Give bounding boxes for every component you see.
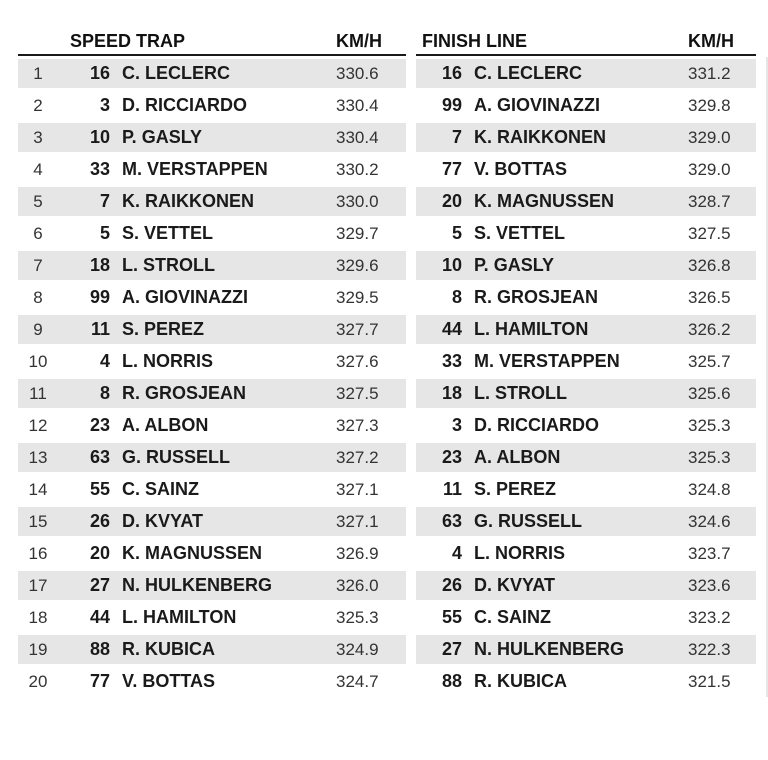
speed-trap-car-number: 55 [89, 479, 110, 499]
finish-line-kmh-header: KM/H [688, 31, 734, 51]
speed-trap-car-number: 23 [89, 415, 110, 435]
speed-trap-driver: N. HULKENBERG [122, 575, 273, 595]
table-body [0, 57, 768, 697]
speed-trap-speed: 329.6 [336, 256, 379, 275]
speed-trap-kmh-header: KM/H [336, 31, 382, 51]
position: 3 [33, 128, 43, 147]
speed-trap-speed: 327.3 [336, 416, 379, 435]
finish-line-driver: C. LECLERC [474, 63, 582, 83]
table-row [0, 377, 768, 409]
speed-trap-driver: D. KVYAT [122, 511, 204, 531]
finish-line-speed: 321.5 [688, 672, 731, 691]
finish-line-car-number: 27 [441, 639, 462, 659]
speed-trap-speed: 324.9 [336, 640, 379, 659]
speed-trap-speed: 326.0 [336, 576, 379, 595]
speed-trap-driver: K. RAIKKONEN [122, 191, 255, 211]
speed-trap-car-number: 4 [99, 351, 110, 371]
finish-line-car-number: 26 [441, 575, 462, 595]
finish-line-speed: 327.5 [688, 224, 731, 243]
speed-trap-car-number: 63 [89, 447, 110, 467]
speed-trap-car-number: 16 [89, 63, 110, 83]
speed-trap-speed: 330.2 [336, 160, 379, 179]
finish-line-car-number: 8 [451, 287, 462, 307]
finish-line-speed: 329.0 [688, 160, 731, 179]
finish-line-driver: G. RUSSELL [474, 511, 583, 531]
position: 20 [28, 672, 48, 691]
speed-trap-car-number: 3 [99, 95, 110, 115]
finish-line-driver: N. HULKENBERG [474, 639, 625, 659]
table-row [0, 57, 768, 89]
speed-trap-driver: S. VETTEL [122, 223, 214, 243]
table-row [0, 409, 768, 441]
speed-trap-header: SPEED TRAP [70, 31, 186, 51]
speed-trap-speed: 325.3 [336, 608, 379, 627]
speed-trap-car-number: 26 [89, 511, 110, 531]
finish-line-driver: L. STROLL [474, 383, 567, 403]
finish-line-driver: C. SAINZ [474, 607, 552, 627]
speed-trap-driver: P. GASLY [122, 127, 203, 147]
finish-line-speed: 322.3 [688, 640, 731, 659]
finish-line-driver: D. KVYAT [474, 575, 556, 595]
speed-trap-driver: R. GROSJEAN [122, 383, 247, 403]
position: 10 [28, 352, 48, 371]
speed-trap-car-number: 27 [89, 575, 110, 595]
position: 19 [28, 640, 48, 659]
finish-line-car-number: 33 [441, 351, 462, 371]
speed-trap-driver: A. ALBON [122, 415, 209, 435]
position: 7 [33, 256, 43, 275]
finish-line-car-number: 16 [441, 63, 462, 83]
speed-trap-speed: 330.6 [336, 64, 379, 83]
finish-line-car-number: 77 [441, 159, 462, 179]
speed-trap-car-number: 88 [89, 639, 110, 659]
finish-line-driver: L. HAMILTON [474, 319, 589, 339]
finish-line-speed: 326.2 [688, 320, 731, 339]
table-row [0, 473, 768, 505]
speed-trap-car-number: 18 [89, 255, 110, 275]
finish-line-speed: 325.3 [688, 448, 731, 467]
finish-line-speed: 325.3 [688, 416, 731, 435]
speed-trap-driver: L. NORRIS [122, 351, 214, 371]
finish-line-driver: P. GASLY [474, 255, 555, 275]
speed-trap-speed: 329.5 [336, 288, 379, 307]
finish-line-speed: 323.6 [688, 576, 731, 595]
speed-trap-driver: K. MAGNUSSEN [122, 543, 263, 563]
speed-trap-speed: 327.2 [336, 448, 379, 467]
finish-line-car-number: 20 [441, 191, 462, 211]
speed-trap-driver: D. RICCIARDO [122, 95, 247, 115]
position: 18 [28, 608, 48, 627]
speed-trap-speed: 327.5 [336, 384, 379, 403]
finish-line-driver: A. ALBON [474, 447, 561, 467]
speed-trap-car-number: 10 [89, 127, 110, 147]
table-row [0, 185, 768, 217]
finish-line-speed: 325.7 [688, 352, 731, 371]
finish-line-speed: 331.2 [688, 64, 731, 83]
finish-line-header-rule [416, 54, 756, 56]
finish-line-car-number: 44 [441, 319, 462, 339]
finish-line-driver: R. KUBICA [474, 671, 567, 691]
finish-line-car-number: 4 [451, 543, 462, 563]
position: 1 [33, 64, 43, 83]
finish-line-driver: V. BOTTAS [474, 159, 568, 179]
position: 5 [33, 192, 43, 211]
finish-line-speed: 323.7 [688, 544, 731, 563]
speed-trap-driver: R. KUBICA [122, 639, 215, 659]
finish-line-car-number: 7 [451, 127, 462, 147]
position: 17 [28, 576, 48, 595]
finish-line-car-number: 55 [441, 607, 462, 627]
position: 13 [28, 448, 48, 467]
finish-line-speed: 324.8 [688, 480, 731, 499]
position: 8 [33, 288, 43, 307]
speed-trap-car-number: 99 [89, 287, 110, 307]
position: 6 [33, 224, 43, 243]
table-row [0, 153, 768, 185]
position: 9 [33, 320, 43, 339]
speed-trap-car-number: 33 [89, 159, 110, 179]
table-row [0, 281, 768, 313]
finish-line-driver: L. NORRIS [474, 543, 566, 563]
finish-line-car-number: 11 [442, 479, 462, 499]
position: 14 [28, 480, 48, 499]
finish-line-driver: M. VERSTAPPEN [474, 351, 620, 371]
table-row [0, 89, 768, 121]
table-row [0, 441, 768, 473]
finish-line-speed: 326.8 [688, 256, 731, 275]
position: 11 [29, 384, 47, 403]
finish-line-driver: K. MAGNUSSEN [474, 191, 615, 211]
finish-line-driver: D. RICCIARDO [474, 415, 599, 435]
speed-trap-car-number: 5 [99, 223, 110, 243]
speed-trap-car-number: 20 [89, 543, 110, 563]
position: 4 [33, 160, 43, 179]
table-row [0, 249, 768, 281]
finish-line-driver: S. PEREZ [474, 479, 557, 499]
speed-trap-speed: 327.7 [336, 320, 379, 339]
position: 15 [28, 512, 48, 531]
speed-trap-car-number: 8 [99, 383, 110, 403]
speed-trap-speed: 330.0 [336, 192, 379, 211]
table-row [0, 345, 768, 377]
finish-line-speed: 324.6 [688, 512, 731, 531]
finish-line-car-number: 18 [441, 383, 462, 403]
position: 12 [28, 416, 48, 435]
speed-trap-speed: 330.4 [336, 128, 379, 147]
finish-line-driver: K. RAIKKONEN [474, 127, 607, 147]
table-row [0, 569, 768, 601]
position: 2 [33, 96, 43, 115]
finish-line-car-number: 99 [441, 95, 462, 115]
speed-trap-speed: 327.1 [336, 480, 379, 499]
finish-line-car-number: 3 [451, 415, 462, 435]
finish-line-header: FINISH LINE [422, 31, 528, 51]
finish-line-speed: 326.5 [688, 288, 731, 307]
speed-trap-speed: 330.4 [336, 96, 379, 115]
table-row [0, 537, 768, 569]
table-row [0, 121, 768, 153]
finish-line-driver: R. GROSJEAN [474, 287, 599, 307]
speed-trap-speed: 327.1 [336, 512, 379, 531]
table-row [0, 217, 768, 249]
speed-trap-speed: 324.7 [336, 672, 379, 691]
finish-line-speed: 328.7 [688, 192, 731, 211]
finish-line-car-number: 5 [451, 223, 462, 243]
speed-trap-driver: A. GIOVINAZZI [122, 287, 248, 307]
finish-line-speed: 329.8 [688, 96, 731, 115]
finish-line-car-number: 10 [441, 255, 462, 275]
table-row [0, 505, 768, 537]
speed-trap-driver: L. HAMILTON [122, 607, 237, 627]
speed-trap-car-number: 44 [89, 607, 110, 627]
finish-line-driver: A. GIOVINAZZI [474, 95, 600, 115]
speed-trap-speed: 326.9 [336, 544, 379, 563]
position: 16 [28, 544, 48, 563]
speed-trap-car-number: 11 [90, 319, 110, 339]
speed-trap-driver: V. BOTTAS [122, 671, 216, 691]
finish-line-speed: 325.6 [688, 384, 731, 403]
finish-line-car-number: 63 [441, 511, 462, 531]
speed-trap-speed: 329.7 [336, 224, 379, 243]
speed-trap-driver: G. RUSSELL [122, 447, 231, 467]
finish-line-driver: S. VETTEL [474, 223, 566, 243]
speed-trap-driver: L. STROLL [122, 255, 215, 275]
finish-line-car-number: 23 [441, 447, 462, 467]
speed-trap-car-number: 7 [99, 191, 110, 211]
table-row [0, 601, 768, 633]
speed-trap-driver: C. LECLERC [122, 63, 230, 83]
table-row [0, 665, 768, 697]
finish-line-car-number: 88 [441, 671, 462, 691]
finish-line-speed: 329.0 [688, 128, 731, 147]
speed-trap-driver: C. SAINZ [122, 479, 200, 499]
speed-trap-speed: 327.6 [336, 352, 379, 371]
speed-trap-driver: S. PEREZ [122, 319, 205, 339]
speed-trap-car-number: 77 [89, 671, 110, 691]
table-row [0, 633, 768, 665]
speed-trap-header-rule [18, 54, 406, 56]
speed-trap-driver: M. VERSTAPPEN [122, 159, 268, 179]
table-row [0, 313, 768, 345]
finish-line-speed: 323.2 [688, 608, 731, 627]
